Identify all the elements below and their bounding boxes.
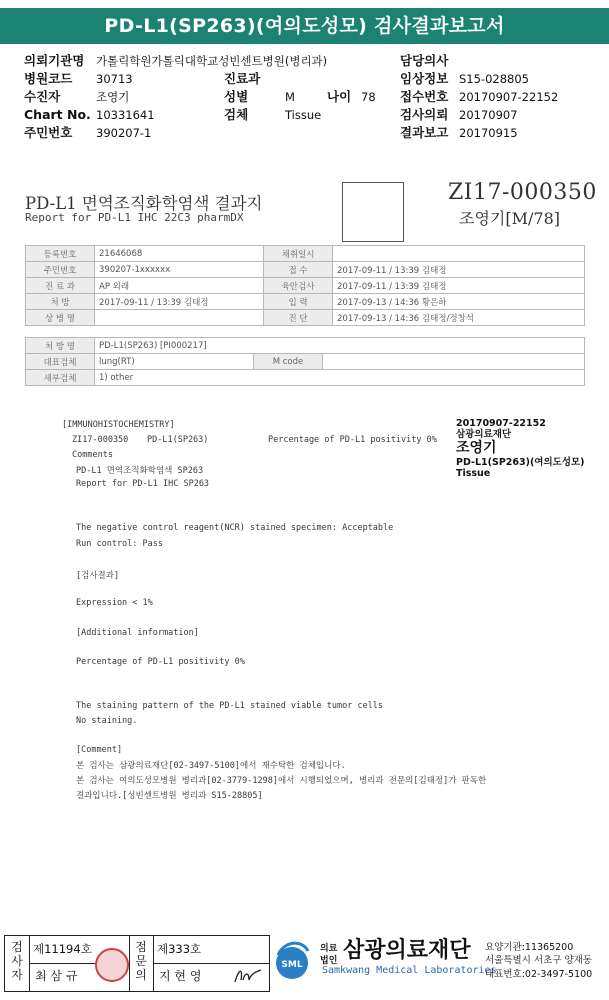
info-value: 20170915 xyxy=(459,126,518,140)
info-value: 조영기 xyxy=(96,90,130,104)
table-row xyxy=(26,370,585,386)
table-cell: 2017-09-11 / 13:39 김태정 xyxy=(333,262,585,278)
ihc-ncr: The negative control reagent(NCR) stained specimen: Acceptable xyxy=(76,523,394,533)
info-value: 가톨릭학원가톨릭대학교성빈센트병원(병리과) xyxy=(96,54,328,68)
signature-icon xyxy=(231,964,265,988)
table-header-cell: 세부검체 xyxy=(26,370,95,386)
table-row xyxy=(26,338,585,354)
specimen-label xyxy=(456,418,585,479)
ihc-additional-heading: [Additional information] xyxy=(76,628,199,638)
table-cell: 2017-09-11 / 13:39 김태정 xyxy=(95,294,264,310)
table-header-cell: 처 방 명 xyxy=(26,338,95,354)
info-value: 30713 xyxy=(96,72,133,86)
table-header-cell: 등록번호 xyxy=(26,246,95,262)
info-label: 검사의뢰 xyxy=(400,107,449,122)
tester-label xyxy=(7,940,27,982)
org-name: 삼광의료재단 xyxy=(343,938,471,963)
stamp-box xyxy=(342,182,404,242)
seal-icon xyxy=(95,948,129,982)
ihc-comment-1: 본 검사는 삼광의료재단[02-3497-5100]에서 재수탁한 검체입니다. xyxy=(76,761,346,771)
address: 서울특별시 서초구 양재동 xyxy=(485,955,592,966)
table-cell xyxy=(95,310,264,326)
info-label: 의뢰기관명 xyxy=(24,53,85,68)
info-value: 20170907-22152 xyxy=(459,90,559,104)
table-header-cell: 상 병 명 xyxy=(26,310,95,326)
approver-name: 지 현 영 xyxy=(159,969,202,983)
info-label: 성별 xyxy=(224,89,249,104)
case-number: ZI17-000350 xyxy=(448,180,597,205)
org-prefix: 의료 법인 xyxy=(320,944,338,966)
sml-logo-icon xyxy=(272,937,312,981)
table-header-cell: 진 단 xyxy=(264,310,333,326)
ihc-comment-line: PD-L1 면역조직화학염색 SP263 xyxy=(76,466,204,476)
table-cell: PD-L1(SP263) [PI000217] xyxy=(95,338,585,354)
table-cell: 21646068 xyxy=(95,246,264,262)
ihc-percentage: Percentage of PD-L1 positivity 0% xyxy=(76,657,245,667)
table-row xyxy=(26,246,585,262)
table-row xyxy=(26,262,585,278)
ihc-result-heading: [검사결과] xyxy=(76,571,120,581)
signature-box xyxy=(4,935,270,992)
ihc-comment-heading: [Comment] xyxy=(76,745,123,755)
approver-no: 제333호 xyxy=(157,942,202,956)
table-header-cell: 접 수 xyxy=(264,262,333,278)
label-specimen: Tissue xyxy=(456,468,491,479)
table-header-cell: 육안검사 xyxy=(264,278,333,294)
info-label: 검체 xyxy=(224,107,249,122)
table-cell: lung(RT) xyxy=(95,354,254,370)
table-header-cell: 진 료 과 xyxy=(26,278,95,294)
table-header-cell: 입 력 xyxy=(264,294,333,310)
patient-name-age: 조영기[M/78] xyxy=(459,209,560,228)
tester-no: 제11194호 xyxy=(33,942,92,956)
table-row xyxy=(26,354,585,370)
info-row-3 xyxy=(24,88,604,106)
report-title: PD-L1(SP263)(여의도성모) 검사결과보고서 xyxy=(0,8,609,44)
ihc-comment-line: Report for PD-L1 IHC SP263 xyxy=(76,479,210,489)
table-header-cell: 채취일시 xyxy=(264,246,333,262)
ihc-no-staining: No staining. xyxy=(76,716,138,726)
table-row xyxy=(26,294,585,310)
scan-report-title: PD-L1 면역조직화학염색 결과지 xyxy=(25,194,263,213)
info-label: 접수번호 xyxy=(400,89,449,104)
table-header-cell: M code xyxy=(254,354,323,370)
ihc-case-no: ZI17-000350 xyxy=(72,435,129,445)
org-english-name: Samkwang Medical Laboratories xyxy=(322,965,497,976)
table-cell: 1) other xyxy=(95,370,585,386)
table-row xyxy=(26,310,585,326)
info-row-4 xyxy=(24,106,604,124)
info-label: Chart No. xyxy=(24,107,91,122)
info-label: 진료과 xyxy=(224,71,261,86)
ihc-run-control: Run control: Pass xyxy=(76,539,163,549)
info-label: 나이 xyxy=(327,89,352,104)
label-test: PD-L1(SP263)(여의도성모) xyxy=(456,457,585,468)
info-label: 수진자 xyxy=(24,89,61,104)
info-label: 결과보고 xyxy=(400,125,449,140)
table-cell: 390207-1xxxxxx xyxy=(95,262,264,278)
ihc-header: [IMMUNOHISTOCHEMISTRY] xyxy=(62,420,175,430)
table-cell: AP 외래 xyxy=(95,278,264,294)
sml-logo xyxy=(272,937,312,981)
ihc-comment-2: 본 검사는 여의도성모병원 병리과[02-3779-1298]에서 시행되었으며, 병리과 전문의[김태정]가 판독한 xyxy=(76,776,487,786)
tester-name: 최 삼 규 xyxy=(35,969,78,983)
scan-report-subtitle: Report for PD-L1 IHC 22C3 pharmDX xyxy=(25,211,244,224)
table-header-cell: 대표검체 xyxy=(26,354,95,370)
info-value: 78 xyxy=(361,90,376,104)
institution-code: 요양기관:11365200 xyxy=(485,942,574,953)
scanned-report xyxy=(0,160,609,930)
info-row-5 xyxy=(24,124,604,142)
info-label: 병원코드 xyxy=(24,71,73,86)
info-value: Tissue xyxy=(285,108,322,122)
sml-logo-text: SML xyxy=(281,960,303,970)
ihc-comments-label: Comments xyxy=(72,450,113,460)
label-org: 삼광의료재단 xyxy=(456,429,512,440)
footer xyxy=(0,935,609,1000)
info-value: 390207-1 xyxy=(96,126,152,140)
ihc-test-name: PD-L1(SP263) xyxy=(147,435,209,445)
info-value: S15-028805 xyxy=(459,72,529,86)
info-label: 담당의사 xyxy=(400,53,449,68)
table-row xyxy=(26,278,585,294)
info-label: 임상정보 xyxy=(400,71,449,86)
info-value: 20170907 xyxy=(459,108,518,122)
patient-info-panel xyxy=(24,52,604,142)
approver-label xyxy=(131,940,151,982)
registration-table xyxy=(25,245,585,326)
info-label: 주민번호 xyxy=(24,125,73,140)
table-cell xyxy=(323,354,585,370)
tester-label-text: 검사자 xyxy=(11,940,23,982)
table-cell: 2017-09-11 / 13:39 김태정 xyxy=(333,278,585,294)
info-row-2 xyxy=(24,70,604,88)
info-value: M xyxy=(285,90,295,104)
label-patient: 조영기 xyxy=(456,440,497,456)
table-cell: 2017-09-13 / 14:36 황은하 xyxy=(333,294,585,310)
divider xyxy=(129,936,130,991)
ihc-positivity: Percentage of PD-L1 positivity 0% xyxy=(268,435,437,445)
approver-label-text: 점문의 xyxy=(135,940,147,982)
phone: 대표번호:02-3497-5100 xyxy=(485,969,593,980)
info-row-1 xyxy=(24,52,604,70)
ihc-comment-3: 결과입니다.[성빈센트병원 병리과 S15-28805] xyxy=(76,791,263,801)
table-cell xyxy=(333,246,585,262)
ihc-expression: Expression < 1% xyxy=(76,598,153,608)
table-header-cell: 처 방 xyxy=(26,294,95,310)
label-receipt-no: 20170907-22152 xyxy=(456,418,546,429)
info-value: 10331641 xyxy=(96,108,155,122)
table-cell: 2017-09-13 / 14:36 김태정/정창석 xyxy=(333,310,585,326)
prescription-table xyxy=(25,337,585,386)
ihc-staining-pattern: The staining pattern of the PD-L1 stained viable tumor cells xyxy=(76,701,384,711)
table-header-cell: 주민번호 xyxy=(26,262,95,278)
